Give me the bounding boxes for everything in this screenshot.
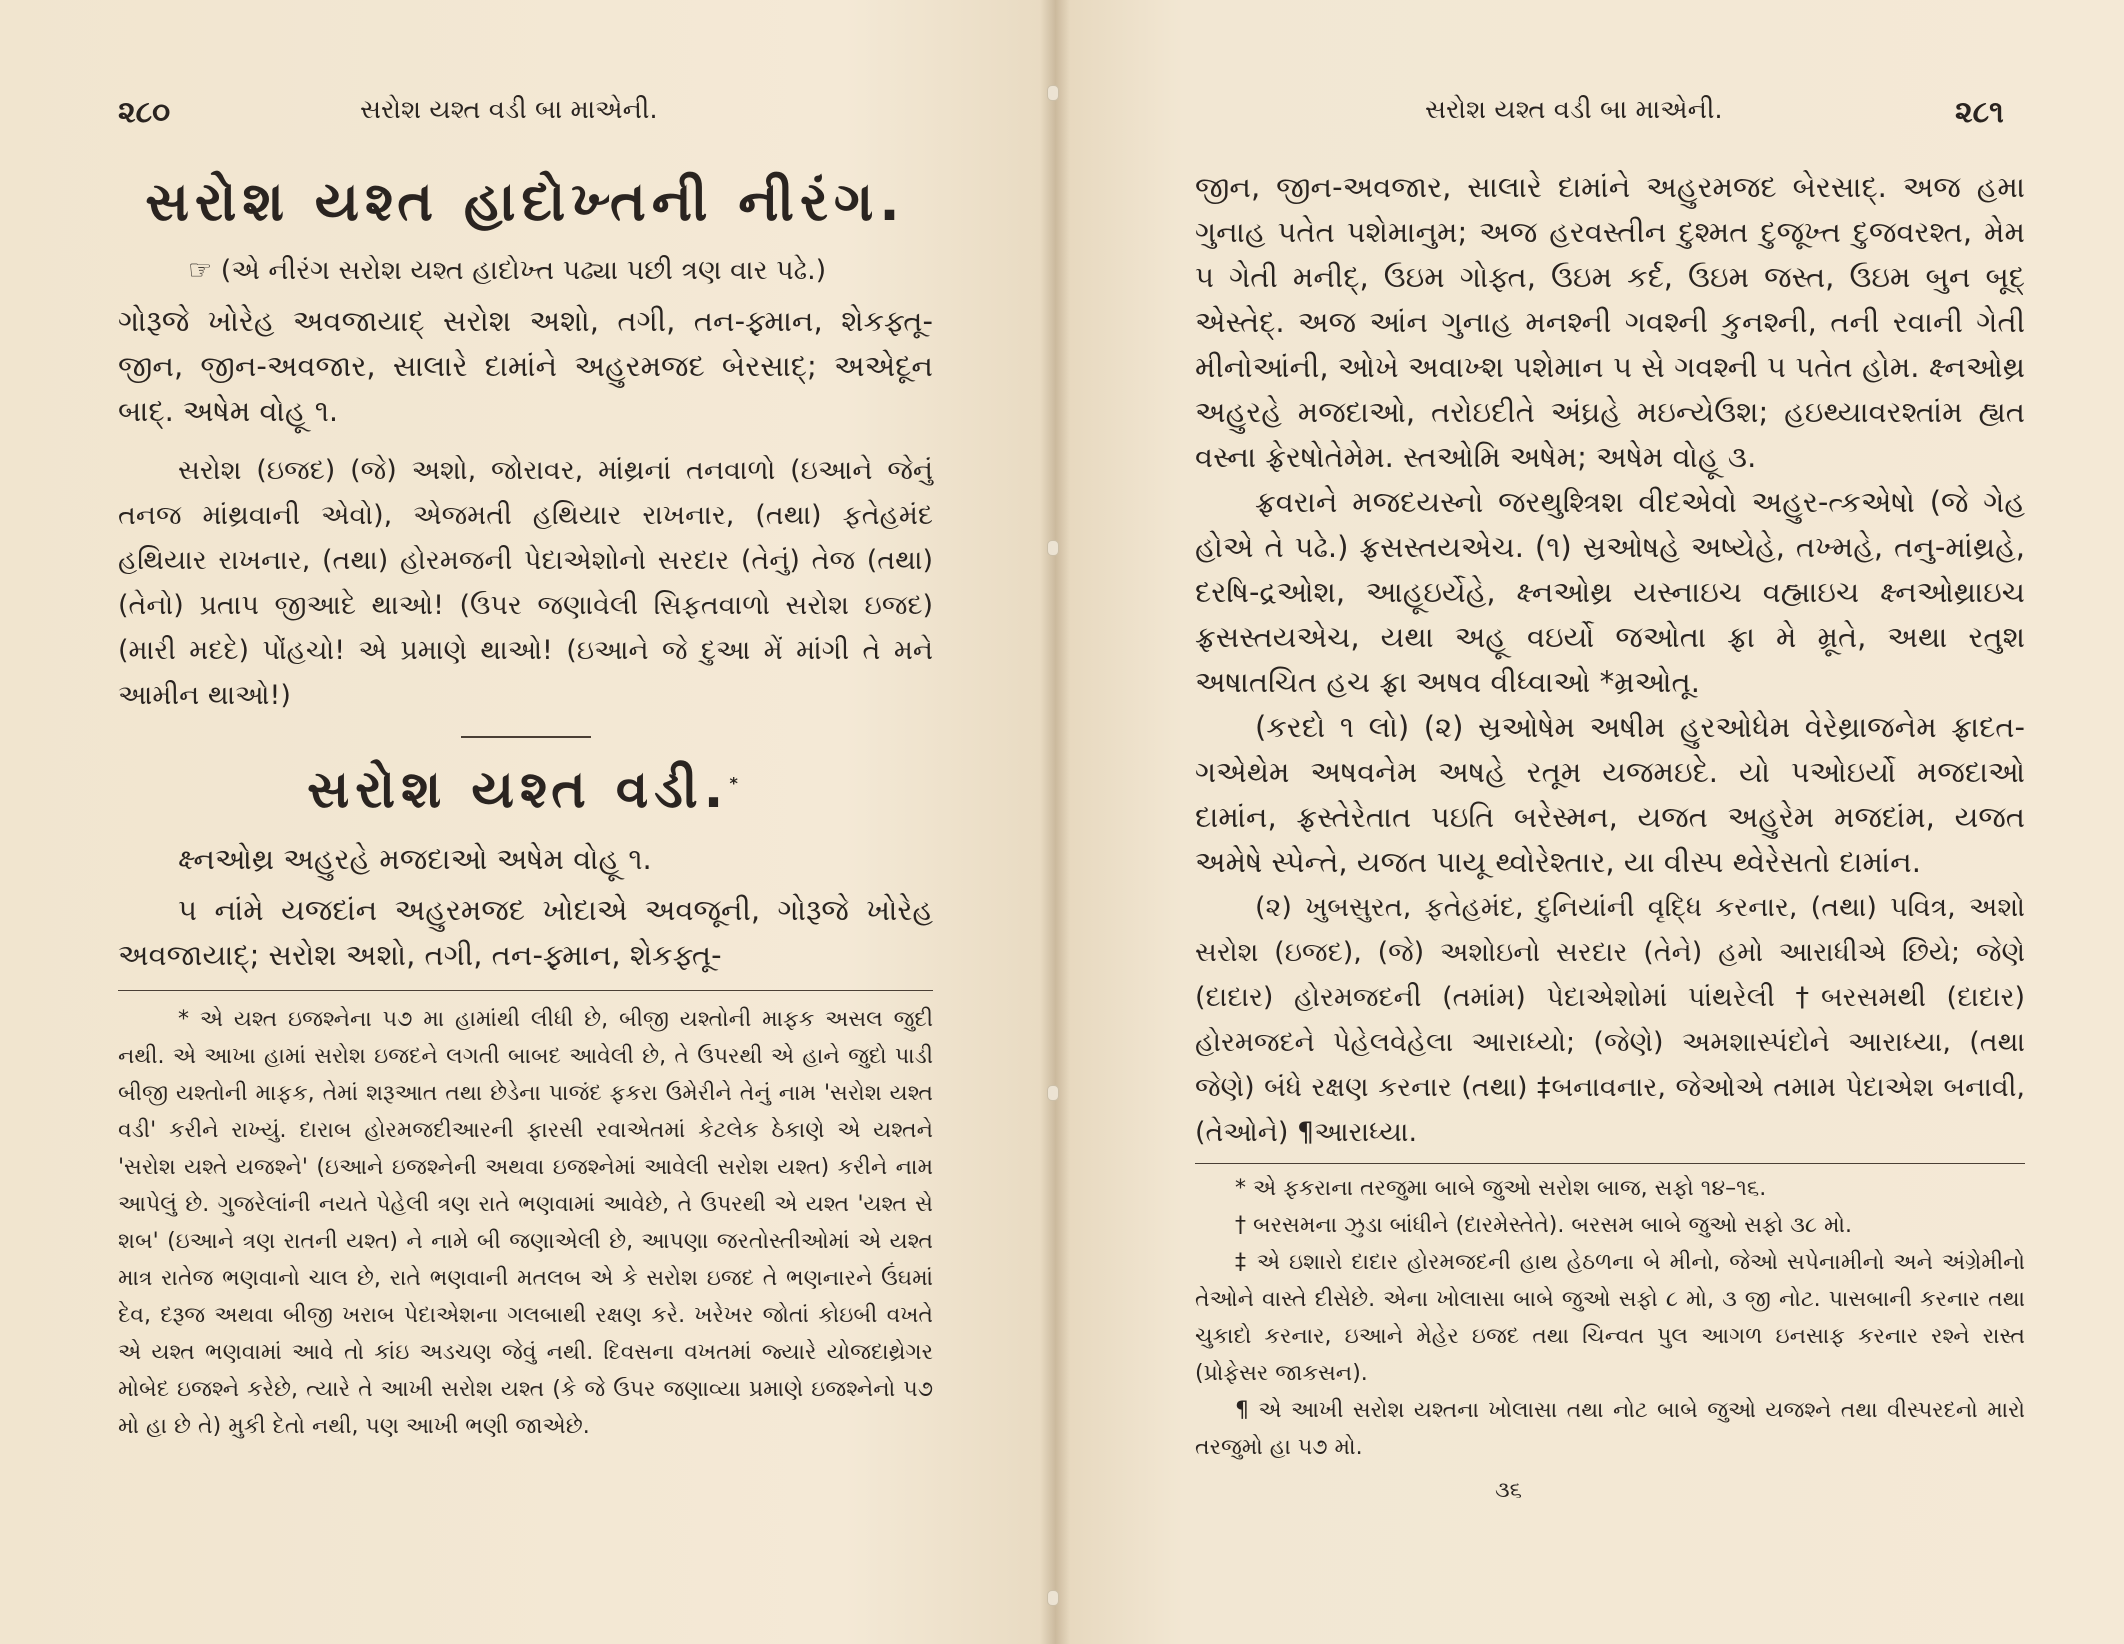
footnote-double-dagger: ‡ એ ઇશારો દાદાર હોરમજદની હાથ હેઠળના બે મીનો, જેઓ સપેનામીનો અને અંગ્રેમીનો તેઓને વાસ્તે દીસેછે. એના ખોલાસા બાબે જુઓ સફો ૮ મો, ૩ જી નોટ. પાસબાની કરનાર તથા ચુકાદો કરનાર, ઇઆને મેહેર ઇજદ તથા ચિન્વત પુલ આગળ ઇનસાફ કરનાર રશ્ને રાસ્ત (પ્રોફેસર જાકસન). (1195, 1250, 2025, 1386)
right-text-block (1195, 165, 2025, 1509)
nirang-instruction: ☞ (એ નીરંગ સરોશ યશ્ત હાદોખ્ત પઢ્યા પછી ત્રણ વાર પઢે.) (188, 255, 827, 286)
binding-thread (1047, 1590, 1059, 1606)
footnote-left: * એ યશ્ત ઇજશ્નેના ૫૭ મા હામાંથી લીધી છે, બીજી યશ્તોની માફક અસલ જુદી નથી. એ આખા હામાં સરોશ ઇજદને લગતી બાબદ આવેલી છે, તે ઉપરથી એ હાને જુદો પાડી બીજી યશ્તોની માફક, તેમાં શરૂઆત તથા છેડેના પાજંદ ફકરા ઉમેરીને તેનું નામ 'સરોશ યશ્ત વડી' કરીને રાખ્યું. દારાબ હોરમજદીઆરની ફારસી રવાએતમાં કેટલેક ઠેકાણે એ યશ્તને 'સરોશ યશ્તે યજશ્ને' (ઇઆને ઇજશ્નેની અથવા ઇજશ્નેમાં આવેલી સરોશ યશ્ત) કરીને નામ આપેલું છે. ગુજરેલાંની નયતે પેહેલી ત્રણ રાતે ભણવામાં આવેછે, તે ઉપરથી એ યશ્ત 'યશ્ત સે શબ' (ઇઆને ત્રણ રાતની યશ્ત) ને નામે બી જણાએલી છે, આપણા જરતોસ્તીઓમાં એ યશ્ત માત્ર રાતેજ ભણવાનો ચાલ છે, રાતે ભણવાની મતલબ એ કે સરોશ ઇજદ તે ભણનારને ઉંઘમાં દેવ, દરૂજ અથવા બીજી ખરાબ પેદાએશના ગલબાથી રક્ષણ કરે. ખરેખર જોતાં કોઇબી વખતે એ યશ્ત ભણવામાં આવે તો કાંઇ અડચણ જેવું નથી. દિવસના વખતમાં જ્યારે યોજદાથ્રેગર મોબેદ ઇજશ્ને કરેછે, ત્યારે તે આખી સરોશ યશ્ત (કે જે ઉપર જણાવ્યા પ્રમાણે ઇજશ્નેનો ૫૭ મો હા છે તે) મુકી દેતો નથી, પણ આખી ભણી જાએછે. (118, 1007, 933, 1439)
binding-thread (1047, 1085, 1059, 1101)
footnote-rule-right (1195, 1163, 2025, 1164)
signature-mark: ૩૬ (1495, 1478, 1522, 1503)
right-page (1055, 0, 2124, 1644)
opening-paragraph: ૫ નાંમે યજદાંન અહુરમજદ ખોદાએ અવજૂની, ગોરૂજે ખોરેહ અવજાયાદ્; સરોશ અશો, તગી, તન-ફ્ર્માન, શેકફ્તૂ- (118, 893, 933, 972)
binding-thread (1047, 540, 1059, 556)
binding-thread (1047, 85, 1059, 101)
left-page (0, 0, 1055, 1644)
running-head-left: સરોશ યશ્ત વડી બા માએની. (360, 95, 658, 125)
book-gutter (1040, 0, 1070, 1644)
section-star: * (729, 773, 744, 793)
running-head-right: સરોશ યશ્ત વડી બા માએની. (1425, 95, 1723, 125)
karde-one-translation: (૨) ખુબસુરત, ફતેહમંદ, દુનિયાંની વૃદ્ધિ કરનાર, (તથા) પવિત્ર, અશો સરોશ (ઇજદ), (જે) અશોઇનો સરદાર (તેને) હમો આરાધીએ છિયે; જેણે (દાદાર) હોરમજદની (તમાંમ) પેદાએશોમાં પાંથરેલી †બરસમથી (દાદાર) હોરમજદને પેહેલવેહેલા આરાધ્યો; (જેણે) અમશાસ્પંદોને આરાધ્યા, (તથા જેણે) બંધે રક્ષણ કરનાર (તથા) ‡બનાવનાર, જેઓએ તમામ પેદાએશ બનાવી, (તેઓને) ¶આરાધ્યા. (1195, 892, 2025, 1148)
left-text-block (118, 170, 933, 1445)
section-title: સરોશ યશ્ત વડી.* (307, 760, 744, 820)
avesta-paragraph: ગોરૂજે ખોરેહ અવજાયાદ્ સરોશ અશો, તગી, તન-ફ્ર્માન, શેકફ્તૂ-જીન, જીન-અવજાર, સાલારે દામાંને અહુરમજદ બેરસાદ્; અએદૂન બાદ્. અષેમ વોહૂ ૧. (118, 304, 933, 428)
pazand-paragraph: જીન, જીન-અવજાર, સાલારે દામાંને અહુરમજદ બેરસાદ્. અજ હમા ગુનાહ પતેત પશેમાનુમ; અજ હરવસ્તીન દુશ્મત દુજૂખ્ત દુજવરશ્ત, મેમ ૫ ગેતી મનીદ્, ઉઇમ ગોફ્ત, ઉઇમ કર્દ, ઉઇમ જસ્ત, ઉઇમ બુન બૂદ્ એસ્તેદ્. અજ આંન ગુનાહ મનશ્ની ગવશ્ની કુનશ્ની, તની રવાની ગેતી મીનોઆંની, ઓખે અવાખ્શ પશેમાન ૫ સે ગવશ્ની ૫ પતેત હોમ. ક્ષ્નઓથ્ર અહુરહે મજદાઓ, તરોઇદીતે અંઘ્રહે મઇન્યેઉશ; હઇથ્યાવરશ્તાંમ હ્યત વસ્ના ફ્રેરષોતેમેમ. સ્તઓમિ અષેમ; અષેમ વોહૂ ૩. (1195, 170, 2025, 474)
translation-paragraph: સરોશ (ઇજદ) (જે) અશો, જોરાવર, માંથ્રનાં તનવાળો (ઇઆને જેનું તનજ માંથ્રવાની એવો), એજમતી હથિયાર રાખનાર, (તથા) ફતેહમંદ હથિયાર રાખનાર, (તથા) હોરમજની પેદાએશોનો સરદાર (તેનું) તેજ (તથા) (તેનો) પ્રતાપ જીઆદે થાઓ! (ઉપર જણાવેલી સિફતવાળો સરોશ ઇજદ) (મારી મદદે) પોંહચો! એ પ્રમાણે થાઓ! (ઇઆને જે દુઆ મેં માંગી તે મને આમીન થાઓ!) (118, 455, 933, 711)
khshnaothra-line: ક્ષ્નઓથ્ર અહુરહે મજદાઓ અષેમ વોહૂ ૧. (178, 842, 652, 876)
footnote-dagger: † બરસમના ઝુડા બાંધીને (દારમેસ્તેતે). બરસમ બાબે જુઓ સફો ૩૮ મો. (1235, 1213, 1853, 1238)
footnote-rule-left (118, 990, 933, 991)
section-divider (461, 736, 591, 738)
fravarane-paragraph: ફ્રવરાને મજદયસ્નો જરથુશ્ત્રિશ વીદએવો અહુર-ત્કએષો (જે ગેહ હોએ તે પઢે.) ફ્રસસ્તયએચ. (૧) સ્રઓષહે અષ્યેહે, તખ્મહે, તનુ-માંથ્રહે, દરષિ-દ્રઓશ, આહૂઇર્યેહે, ક્ષ્નઓથ્ર યસ્નાઇચ વહ્માઇચ ક્ષ્નઓથ્રાઇચ ફ્રસસ્તયએચ, યથા અહૂ વઇર્યો જઓતા ફ્રા મે મ્રૂતે, અથા રતુશ અષાતચિત હચ ફ્રા અષવ વીધ્વાઓ *મ્રઓતૂ. (1195, 485, 2025, 699)
karde-one-avesta: (કરદો ૧ લો) (૨) સ્રઓષેમ અષીમ હુરઓધેમ વેરેથ્રાજનેમ ફ્રાદત-ગએથેમ અષવનેમ અષહે રતૂમ યજમઇદે. યો પઓઇર્યો મજદાઓ દામાંન, ફ્રસ્તેરેતાત પઇતિ બરેસ્મન, યજત અહુરેમ મજદાંમ, યજત અમેષે સ્પેન્તે, યજત પાયૂ થ્વોરેશ્તાર, યા વીસ્પ થ્વેરેસતો દામાંન. (1195, 710, 2025, 879)
nirang-title: સરોશ યશ્ત હાદોખ્તની નીરંગ. (145, 170, 906, 233)
footnote-pilcrow: ¶ એ આખી સરોશ યશ્તના ખોલાસા તથા નોટ બાબે જુઓ યજશ્ને તથા વીસ્પરદનો મારો તરજુમો હા ૫૭ મો. (1195, 1398, 2025, 1460)
footnote-star: * એ ફકરાના તરજુમા બાબે જુઓ સરોશ બાજ, સફો ૧૪–૧૬. (1235, 1176, 1767, 1201)
page-number-left: ૨૮૦ (118, 95, 171, 130)
page-number-right: ૨૮૧ (1955, 95, 2004, 130)
